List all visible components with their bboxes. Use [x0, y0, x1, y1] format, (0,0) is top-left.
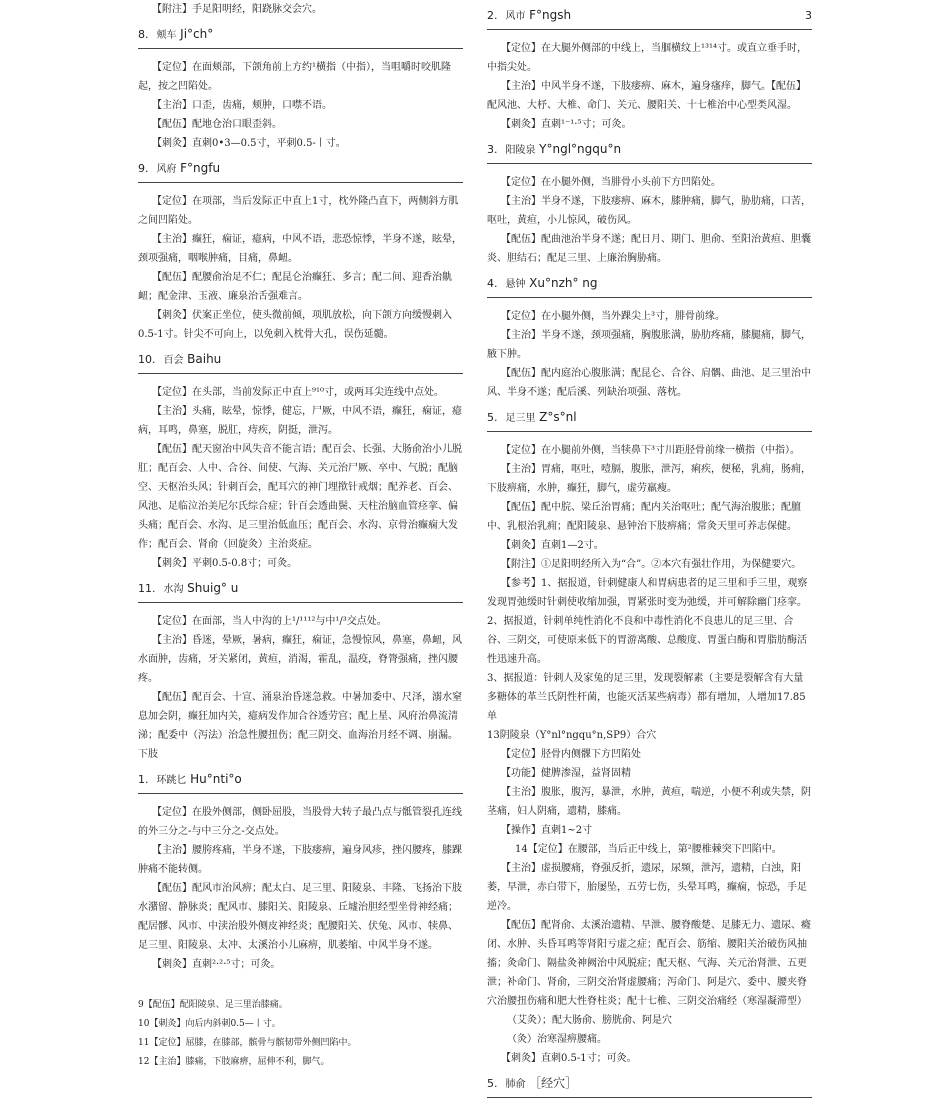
paragraph: 【参考】1、据报道，针刺健康人和胃病患者的足三里和手三里，观察发现胃弛缓时针刺使收缩加强，胃紧张时变为弛缓，并可解除幽门痉挛。 — [487, 578, 808, 608]
heading-name: 肺俞 — [505, 1079, 526, 1090]
spacer — [138, 974, 463, 996]
paragraph: 【定位】在头部，当前发际正中直上⁹¹⁰寸，或两耳尖连线中点处。 — [152, 387, 445, 398]
paragraph: 【配伍】配肾俞、太溪治遗精、早泄、腰脊酸楚、足膝无力、遗尿、癃闭、水肿、头昏耳鸣等肾阳亏虚之症；配百会、筋缩、腰阳关治破伤风抽搐；灸命门、隔盐灸神阙治中风脱症；配天枢、气海、关元治肾泄、五更泄；补命门、肾俞，三阴交治肾虚腰痛；泻命门、阿是穴、委中、腰夹脊穴治腰扭伤痛和肥大性脊柱炎；配十七椎、三阴交治痛经（寒湿凝滞型） — [487, 920, 811, 1007]
heading-py: Ji°ch° — [180, 27, 214, 41]
paragraph: （灸）治寒湿痹腰痛。 — [507, 1034, 607, 1045]
heading-num: 4. — [487, 277, 498, 290]
heading-num: 2. — [487, 9, 498, 22]
right-column — [487, 0, 812, 1107]
left-column — [138, 0, 463, 1072]
paragraph: 下肢 — [138, 749, 158, 760]
paragraph: 【刺灸】平刺0.5-0.8寸；可灸。 — [152, 558, 298, 569]
paragraph: 【刺灸】直刺1—2寸。 — [501, 540, 604, 551]
paragraph: 【配伍】配曲池治半身不遂；配日月、期门、胆俞、至阳治黄疸、胆囊炎、胆结石；配足三里、上廉治胸胁痛。 — [487, 234, 811, 264]
paragraph: 2、据报道，针刺单纯性消化不良和中毒性消化不良患儿的足三里、合谷、三阴交，可使原来低下的胃游离酸、总酸度、胃蛋白酶和胃脂肪酶活性迅速升高。 — [487, 616, 807, 665]
paragraph: 【功能】健脾渗湿，益肾固精 — [501, 768, 631, 779]
paragraph: 【定位】在小腿外侧，当腓骨小头前下方凹陷处。 — [501, 177, 721, 188]
heading-num: 5. — [487, 411, 498, 424]
heading-num: 5. — [487, 1077, 498, 1090]
paragraph: 【主治】癫狂，痫证，癔病，中风不语，悲恐惊悸，半身不遂，眩晕，颈项强痛，咽喉肿痛，目痛，鼻衄。 — [138, 234, 462, 264]
paragraph: 【主治】头痛，眩晕，惊悸，健忘，尸厥，中风不语，癫狂，痫证，癔病，耳鸣，鼻塞，脱肛，痔疾，阴挺，泄泻。 — [138, 406, 462, 436]
section-heading — [138, 579, 463, 603]
section-heading — [487, 274, 812, 298]
section-heading — [138, 350, 463, 374]
heading-num: 9. — [138, 162, 149, 175]
heading-py: Y°ngl°ngqu°n — [539, 142, 622, 156]
heading-name: 风府 — [156, 164, 177, 175]
heading-name: 水沟 — [163, 584, 184, 595]
paragraph: 【操作】直刺1~2寸 — [501, 825, 593, 836]
heading-py: F°ngfu — [180, 161, 221, 175]
paragraph: 【定位】在小腿外侧，当外踝尖上³寸，腓骨前缘。 — [501, 311, 726, 322]
heading-py: Xu°nzh° ng — [529, 276, 598, 290]
paragraph: 【定位】在面部，当人中沟的上¹/¹¹¹²与中¹/³交点处。 — [152, 616, 387, 627]
paragraph: 【附注】①足阳明经所入为“合”。②本穴有强壮作用，为保健要穴。 — [501, 559, 802, 570]
heading-name: 风市 — [505, 11, 526, 22]
heading-name: 百会 — [163, 355, 184, 366]
paragraph: 【定位】在项部，当后发际正中直上1寸，枕外隆凸直下，两侧斜方肌之间凹陷处。 — [138, 196, 459, 226]
heading-name: 足三里 — [505, 413, 536, 424]
paragraph: 【刺灸】直刺²·²·⁵寸；可灸。 — [152, 959, 281, 970]
heading-num: 8. — [138, 28, 149, 41]
paragraph: 【配伍】配百会、十宣、涌泉治昏迷急救。中暑加委中、尺泽，溺水窒息加会阴，癫狂加内关，癔病发作加合谷透劳宫；配上星、风府治鼻流清涕；配委中（泻法）治急性腰扭伤；配三阴交、血海治月经不调、崩漏。 — [138, 692, 462, 741]
section-heading — [487, 1074, 812, 1098]
page-number: 3 — [805, 9, 812, 22]
paragraph: 【配伍】配地仓治口眼歪斜。 — [152, 119, 282, 130]
paragraph: 【配伍】配风市治风痹；配太白、足三里、阳陵泉、丰隆、飞扬治下肢水潴留、静脉炎；配风市、膝阳关、阳陵泉、丘墟治胆经型坐骨神经痛；配居髎、风市、中渎治股外侧皮神经炎；配腰阳关、伏兔、风市、犊鼻、足三里、阳陵泉、太冲、太溪治小儿麻痹，肌萎缩、中风半身不遂。 — [138, 883, 462, 951]
paragraph: 【配伍】配中脘、梁丘治胃痛；配内关治呕吐；配气海治腹胀；配膻中、乳根治乳痈；配阳陵泉、悬钟治下肢痹痛；常灸天里可养志保健。 — [487, 502, 801, 532]
paragraph: 11【定位】屈膝，在膝部，髌骨与髌韧带外侧凹陷中。 — [138, 1038, 357, 1048]
paragraph: 【刺灸】直刺0•3—0.5寸，平刺0.5-丨寸。 — [152, 138, 346, 149]
paragraph: 【主治】半身不遂，下肢痿痹、麻木，膝肿痛，脚气，胁肋痛，口苦，呕吐，黄疸，小儿惊风，破伤风。 — [487, 196, 811, 226]
heading-num: 11. — [138, 582, 156, 595]
paragraph: 【刺灸】直刺¹⁻¹·⁵寸；可灸。 — [501, 119, 632, 130]
heading-num: 3. — [487, 143, 498, 156]
heading-num: 1. — [138, 773, 149, 786]
paragraph: 【定位】在小腿前外侧，当犊鼻下³寸川距胫骨前缘一横指（中指）。 — [501, 445, 801, 456]
paragraph: 【主治】口歪，齿痛，颊肿，口噤不语。 — [152, 100, 332, 111]
section-heading — [487, 6, 812, 30]
heading-name: 颊车 — [156, 30, 177, 41]
paragraph: 12【主治】膝痛，下肢麻痹，屈伸不利，脚气。 — [138, 1057, 330, 1067]
section-heading — [487, 140, 812, 164]
section-heading — [138, 770, 463, 794]
paragraph: 13阴陵泉（Y°nl°ngqu°n,SP9）合穴 — [487, 730, 657, 741]
paragraph: 9【配伍】配阳陵泉、足三里治膝痛。 — [138, 1000, 288, 1010]
heading-py: ［经穴］ — [529, 1076, 578, 1090]
heading-py: F°ngsh — [529, 8, 572, 22]
heading-name: 环跳匕 — [156, 775, 187, 786]
heading-py: Z°s°nl — [539, 410, 577, 424]
heading-py: Shuig° u — [187, 581, 239, 595]
paragraph: 【主治】虚损腰痛，脊强反折，遗尿，尿频，泄泻，遗精，白浊，阳萎，早泄，赤白带下，胎屡坠，五劳七伤，头晕耳鸣，癫痫，惊恐，手足逆冷。 — [487, 863, 807, 912]
heading-name: 阳陵泉 — [505, 145, 536, 156]
heading-py: Baihu — [187, 352, 222, 366]
paragraph: 【刺灸】伏案正坐位，使头微前倾，项肌放松，向下颌方向缓慢刺入0.5-1寸。针尖不可向上，以免刺入枕骨大孔，误伤延髓。 — [138, 310, 452, 340]
paragraph: （艾灸）；配大肠俞、膀胱俞、阿是穴 — [507, 1015, 672, 1026]
heading-py: Hu°nti°o — [190, 772, 242, 786]
paragraph: 【定位】在面颊部，下颌角前上方约¹横指（中指），当咀嚼时咬肌隆起，按之凹陷处。 — [138, 62, 452, 92]
section-heading — [487, 408, 812, 432]
paragraph: 【主治】腰胯疼痛，半身不遂，下肢痿痹，遍身风疹，挫闪腰疼，膝踝肿痛不能转侧。 — [138, 845, 462, 875]
section-heading — [138, 159, 463, 183]
paragraph: 【主治】胃痛，呕吐，噎膈，腹胀，泄泻，痢疾，便秘，乳痈，肠痈，下肢痹痛，水肿，癫狂，脚气，虚劳羸瘦。 — [487, 464, 811, 494]
paragraph: 【主治】昏迷，晕厥，暑病，癫狂，痫证，急慢惊风，鼻塞，鼻衄，风水面肿，齿痛，牙关紧闭，黄疸，消渴，霍乱，温疫，脊膂强痛，挫闪腰疼。 — [138, 635, 462, 684]
paragraph: 【配伍】配腰俞治足不仁；配昆仑治癫狂、多言；配二间、迎香治鼽衄；配金津、玉液、廉泉治舌强难言。 — [138, 272, 452, 302]
section-heading — [138, 25, 463, 49]
paragraph: 【主治】中风半身不遂，下肢痿痹、麻木，遍身瘙痒，脚气。【配伍】配风池、大杼、大椎、命门、关元、腰阳关、十七椎治中心型类风湿。 — [487, 81, 806, 111]
paragraph: 3、据报道：针刺人及家兔的足三里，发现裂解素（主要是裂解含有大量多糖体的革兰氏阴性杆菌，也能灭活某些病毒）都有增加，人增加17.85单 — [487, 673, 806, 722]
paragraph: 【配伍】配内庭治心腹胀满；配昆仑、合谷、肩髃、曲池、足三里治中风、半身不遂；配后溪、列缺治项强、落枕。 — [487, 368, 811, 398]
heading-name: 悬钟 — [505, 279, 526, 290]
paragraph: 【主治】半身不遂，颈项强痛，胸腹胀满，胁肋疼痛，膝腿痛，脚气，腋下肿。 — [487, 330, 811, 360]
paragraph: 【定位】胫骨内侧髁下方凹陷处 — [501, 749, 641, 760]
paragraph: 【主治】腹胀，腹泻，暴泄，水肿，黄疸，喘逆，小便不利或失禁，阴茎痛，妇人阴痛，遗精，膝痛。 — [487, 787, 811, 817]
paragraph: 【定位】在大腿外侧部的中线上，当腘横纹上¹³¹⁴寸。或直立垂手时，中指尖处。 — [487, 43, 808, 73]
paragraph: 10【刺灸】向后内斜刺0.5—丨寸。 — [138, 1019, 281, 1029]
heading-num: 10. — [138, 353, 156, 366]
paragraph: 【刺灸】直刺0.5-1寸；可灸。 — [501, 1053, 637, 1064]
paragraph: 【附注】手足阳明经，阳跷脉交会穴。 — [152, 4, 322, 15]
paragraph: 【定位】在股外侧部，侧卧屈股，当股骨大转子最凸点与骶管裂孔连线的外三分之-与中三分之-交点处。 — [138, 807, 462, 837]
paragraph: 【配伍】配天窗治中风失音不能言语；配百会、长强、大肠俞治小儿脱肛；配百会、人中、合谷、间使、气海、关元治尸厥、卒中、气脱；配脑空、天枢治头风；针刺百会，配耳穴的神门埋揿针戒烟；配养老、百会、风池、足临泣治美尼尔氏综合症；针百会透曲鬓、天柱治脑血管痉挛、偏头痛；配百会、水沟、足三里治低血压；配百会、水沟、京骨治癫痫大发作；配百会、肾俞（回旋灸）主治炎症。 — [138, 444, 462, 550]
paragraph: 14【定位】在腰部，当后正中线上，第²腰椎棘突下凹陷中。 — [515, 844, 782, 855]
